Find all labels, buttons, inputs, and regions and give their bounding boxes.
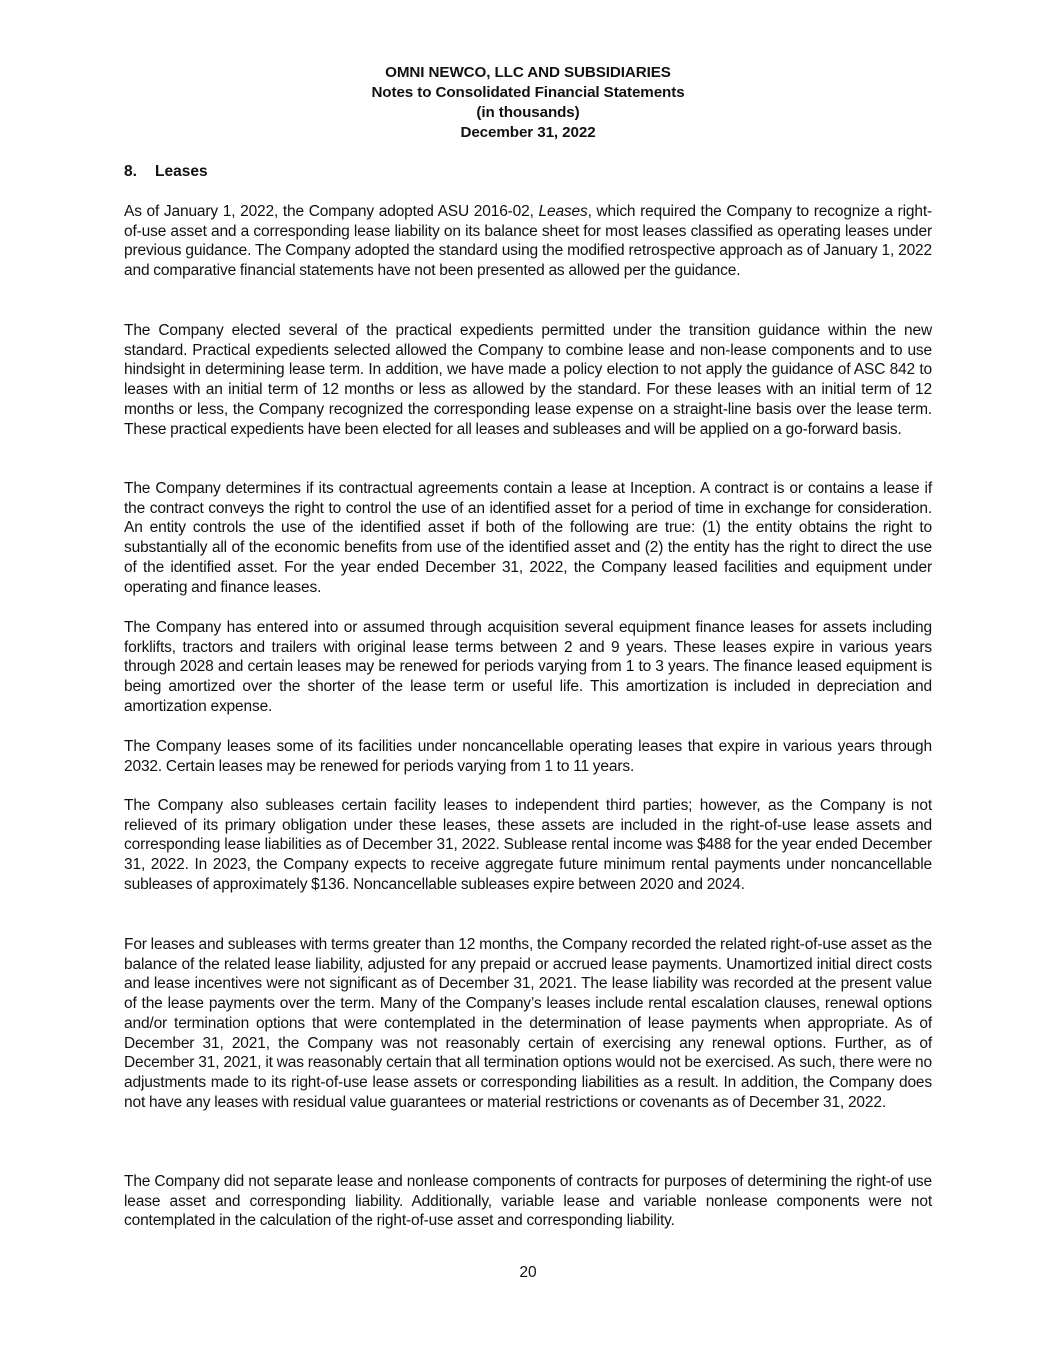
paragraph-nonlease-components: The Company did not separate lease and nonlease components of contracts for purposes of determining the right-of use lease asset and corresponding liability. Additionally, variable lease and variable nonlease components were not contemplated in the calculation of the right-of-use asset and corresponding liability. [124, 1173, 932, 1230]
company-name: OMNI NEWCO, LLC AND SUBSIDIARIES [385, 64, 671, 81]
paragraph-text: As of January 1, 2022, the Company adopted ASU 2016-02, [124, 203, 539, 220]
paragraph-practical-expedients: The Company elected several of the practical expedients permitted under the transition guidance within the new standard. Practical expedients selected allowed the Company to combine lease and non-lease components and to use hindsight in determining lease term. In addition, we have made a policy election to not apply the guidance of ASC 842 to leases with an initial term of 12 months or less as allowed by the standard. For these leases with an initial term of 12 months or less, the Company recognized the corresponding lease expense on a straight-line basis over the lease term. These practical expedients have been elected for all leases and subleases and will be applied on a go-forward basis. [124, 322, 932, 438]
statement-date: December 31, 2022 [460, 124, 596, 141]
section-number: 8. [124, 163, 137, 180]
paragraph-text: , which required the Company to recognize a right-of-use asset and a corresponding lease liability on its balance sheet for most leases classified as operating leases under previous guidance. The Company adopted the standard using the modified retrospective approach as of January 1, 2022 and comparative financial statements have not been presented as allowed per the guidance. [124, 203, 932, 280]
document-header [124, 63, 932, 143]
units-note: (in thousands) [476, 104, 580, 121]
leases-italic-term: Leases [538, 203, 588, 220]
section-heading [124, 162, 208, 182]
paragraph-subleases: The Company also subleases certain facility leases to independent third parties; however, as the Company is not relieved of its primary obligation under these leases, these assets are included in the right-of-use lease assets and corresponding lease liabilities as of December 31, 2022. Sublease rental income was $488 for the year ended December 31, 2022. In 2023, the Company expects to receive aggregate future minimum rental payments under noncancellable subleases of approximately $136. Noncancellable subleases expire between 2020 and 2024. [124, 797, 932, 893]
paragraph-lease-determination: The Company determines if its contractual agreements contain a lease at Inception. A contract is or contains a lease if the contract conveys the right to control the use of an identified asset for a period of time in exchange for consideration. An entity controls the use of the identified asset if both of the following are true: (1) the entity obtains the right to substantially all of the economic benefits from use of the identified asset and (2) the entity has the right to direct the use of the identified asset. For the year ended December 31, 2022, the Company leased facilities and equipment under operating and finance leases. [124, 480, 932, 596]
paragraph-right-of-use-recording: For leases and subleases with terms greater than 12 months, the Company recorded the related right-of-use asset as the balance of the related lease liability, adjusted for any prepaid or accrued lease payments. Unamortized initial direct costs and lease incentives were not significant as of December 31, 2021. The lease liability was recorded at the present value of the lease payments over the term. Many of the Company’s leases include rental escalation clauses, renewal options and/or termination options that were contemplated in the determination of lease payments when appropriate. As of December 31, 2021, the Company was not reasonably certain of exercising any renewal options. Further, as of December 31, 2021, it was reasonably certain that all termination options would not be exercised. As such, there were no adjustments made to its right-of-use lease assets or corresponding liabilities as a result. In addition, the Company does not have any leases with residual value guarantees or material restrictions or covenants as of December 31, 2022. [124, 936, 932, 1111]
paragraph-finance-leases: The Company has entered into or assumed through acquisition several equipment finance leases for assets including forklifts, tractors and trailers with original lease terms between 2 and 9 years. These leases expire in various years through 2028 and certain leases may be renewed for periods varying from 1 to 3 years. The finance leased equipment is being amortized over the shorter of the lease term or useful life. This amortization is included in depreciation and amortization expense. [124, 619, 932, 715]
section-title: Leases [155, 163, 208, 180]
page-number: 20 [519, 1264, 537, 1281]
paragraph-asu-adoption [124, 202, 932, 281]
document-title: Notes to Consolidated Financial Statements [371, 84, 685, 101]
paragraph-operating-leases: The Company leases some of its facilities under noncancellable operating leases that expire in various years through 2032. Certain leases may be renewed for periods varying from 1 to 11 years. [124, 738, 932, 775]
